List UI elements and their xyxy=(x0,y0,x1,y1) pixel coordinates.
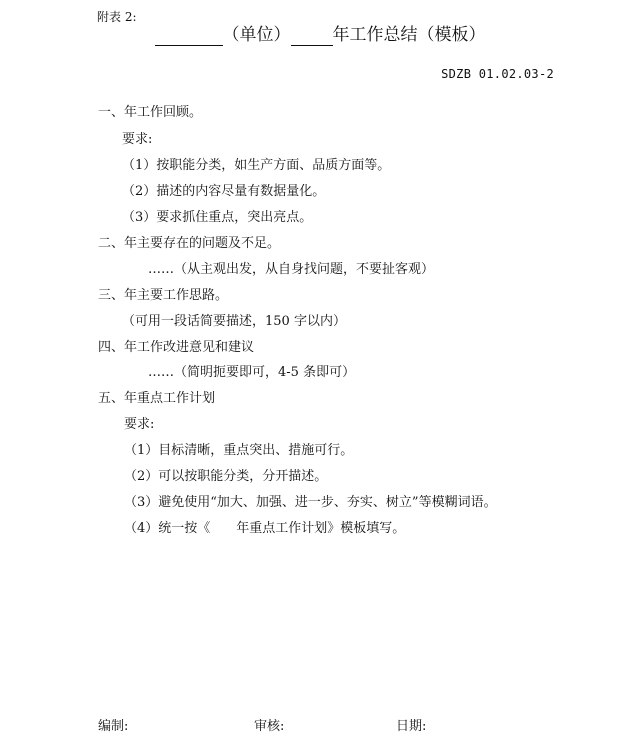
section-4-heading: 四、年工作改进意见和建议 xyxy=(98,340,255,355)
reviewed-by-label: 审核: xyxy=(254,719,285,734)
section-5-line-4: （3）避免使用“加大、加强、进一步、夯实、树立”等模糊词语。 xyxy=(124,495,497,510)
section-4-line-1: ……（简明扼要即可，4-5 条即可） xyxy=(148,365,356,380)
section-1-line-2: （1）按职能分类，如生产方面、品质方面等。 xyxy=(122,158,391,173)
appendix-label: 附表 2: xyxy=(97,10,137,24)
year-blank xyxy=(291,27,333,46)
section-1-line-4: （3）要求抓住重点，突出亮点。 xyxy=(122,210,313,225)
document-code: SDZB 01.02.03-2 xyxy=(441,67,554,81)
section-2-line-1: ……（从主观出发，从自身找问题，不要扯客观） xyxy=(148,262,435,277)
section-5-line-1: 要求: xyxy=(124,417,155,432)
date-label: 日期: xyxy=(396,719,427,734)
unit-blank xyxy=(155,27,223,46)
compiled-by-label: 编制: xyxy=(98,719,129,734)
section-5-line-5: （4）统一按《 年重点工作计划》模板填写。 xyxy=(124,521,406,536)
title-main-text: 年工作总结（模板） xyxy=(332,25,486,45)
section-3-line-1: （可用一段话简要描述，150 字以内） xyxy=(122,314,346,329)
section-5-line-3: （2）可以按职能分类，分开描述。 xyxy=(124,469,328,484)
section-1-line-3: （2）描述的内容尽量有数据量化。 xyxy=(122,184,326,199)
section-5-heading: 五、年重点工作计划 xyxy=(98,391,216,406)
section-2-heading: 二、年主要存在的问题及不足。 xyxy=(98,236,281,251)
section-1-line-1: 要求: xyxy=(122,132,153,147)
section-1-heading: 一、年工作回顾。 xyxy=(98,105,203,120)
title-unit-text: （单位） xyxy=(222,25,291,45)
section-5-line-2: （1）目标清晰，重点突出、措施可行。 xyxy=(124,443,354,458)
page-title xyxy=(0,24,640,46)
section-3-heading: 三、年主要工作思路。 xyxy=(98,288,229,303)
